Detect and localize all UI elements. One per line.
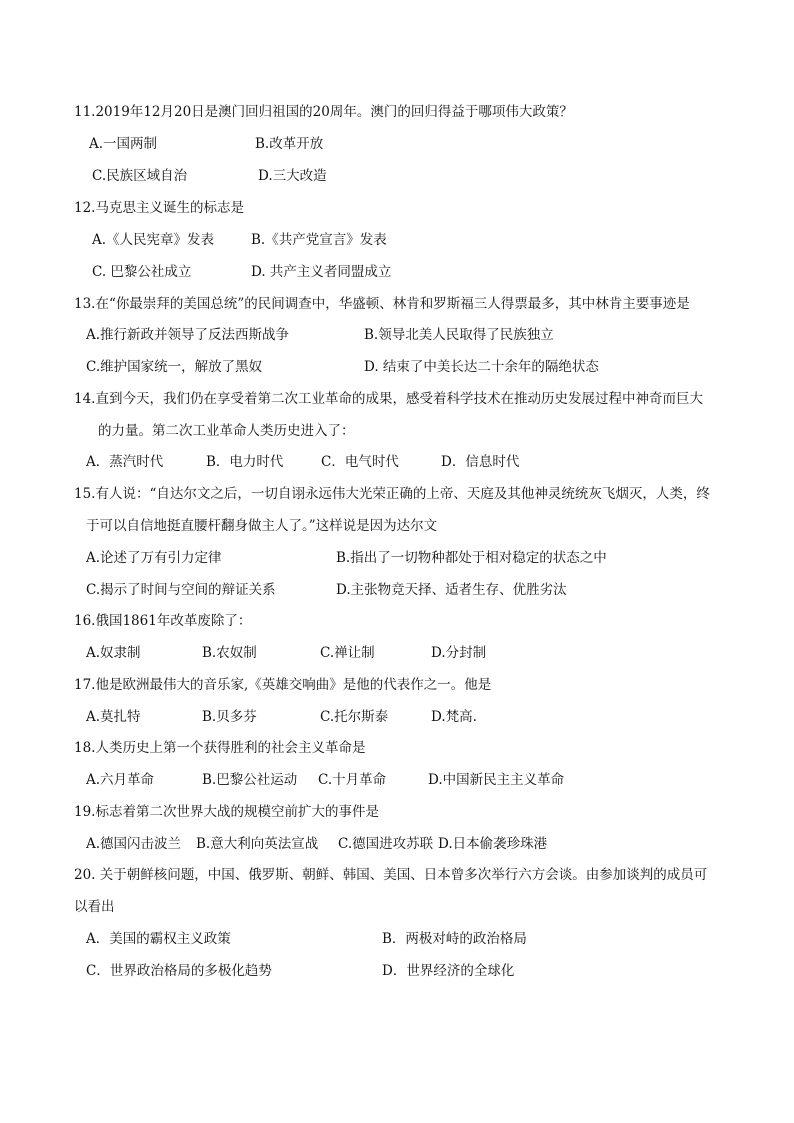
question-15-option-d: D.主张物竞天择、适者生存、优胜劣汰 <box>336 582 567 598</box>
question-11-stem: 11.2019年12月20日是澳门回归祖国的20周年。澳门的回归得益于哪项伟大政策？ <box>74 104 573 120</box>
question-18-stem: 18.人类历史上第一个获得胜利的社会主义革命是 <box>74 740 366 756</box>
question-18-option-a: A.六月革命 <box>86 772 155 788</box>
question-20-option-a: A．美国的霸权主义政策 <box>86 931 231 947</box>
question-20-stem-line-2: 以看出 <box>74 899 115 915</box>
question-15-option-c: C.揭示了时间与空间的辩证关系 <box>86 582 276 598</box>
question-11-option-c: C.民族区域自治 <box>92 168 188 184</box>
question-20-option-d: D．世界经济的全球化 <box>382 963 515 979</box>
question-16-option-b: B.农奴制 <box>202 645 257 661</box>
question-12-stem: 12.马克思主义诞生的标志是 <box>74 200 244 216</box>
question-13-option-b: B.领导北美人民取得了民族独立 <box>364 327 554 343</box>
question-15-option-b: B.指出了一切物种都处于相对稳定的状态之中 <box>336 550 607 566</box>
question-17-option-c: C.托尔斯泰 <box>320 709 389 725</box>
question-11-option-a: A.一国两制 <box>89 136 158 152</box>
question-12-option-c: C. 巴黎公社成立 <box>92 264 192 280</box>
question-12-option-b: B.《共产党宣言》发表 <box>251 232 387 248</box>
question-13-option-a: A.推行新政并领导了反法西斯战争 <box>86 327 290 343</box>
question-14-option-b: B．电力时代 <box>206 454 284 470</box>
question-17-option-b: B.贝多芬 <box>202 709 257 725</box>
question-19-option-b: B.意大利向英法宣战 <box>196 836 319 852</box>
question-14-stem-line-1: 14.直到今天，我们仍在享受着第二次工业革命的成果，感受着科学技术在推动历史发展过程中神奇而巨大 <box>74 391 703 407</box>
question-19-option-a: A.德国闪击波兰 <box>86 836 182 852</box>
question-14-stem-line-2: 的力量。第二次工业革命人类历史进入了： <box>98 423 355 439</box>
question-20-option-b: B．两极对峙的政治格局 <box>382 931 527 947</box>
question-11-option-b: B.改革开放 <box>255 136 324 152</box>
question-14-option-d: D．信息时代 <box>441 454 520 470</box>
question-13-stem: 13.在“你最崇拜的美国总统”的民间调查中，华盛顿、林肯和罗斯福三人得票最多，其中林肯主要事迹是 <box>74 296 690 312</box>
question-17-stem: 17.他是欧洲最伟大的音乐家,《英雄交响曲》是他的代表作之一。他是 <box>74 677 492 693</box>
question-11-option-d: D.三大改造 <box>258 168 327 184</box>
question-18-option-c: C.十月革命 <box>318 772 387 788</box>
question-19-option-d: D.日本偷袭珍珠港 <box>438 836 548 852</box>
question-15-option-a: A.论述了万有引力定律 <box>86 550 222 566</box>
question-17-option-a: A.莫扎特 <box>86 709 141 725</box>
question-16-option-a: A.奴隶制 <box>86 645 141 661</box>
question-19-stem: 19.标志着第二次世界大战的规模空前扩大的事件是 <box>74 804 379 820</box>
question-15-stem-line-1: 15.有人说：“自达尔文之后，一切自诩永远伟大光荣正确的上帝、天庭及其他神灵统统灰飞烟灭，人类，终 <box>74 486 710 502</box>
question-16-stem: 16.俄国1861年改革废除了： <box>74 613 252 629</box>
question-12-option-d: D. 共产主义者同盟成立 <box>251 264 392 280</box>
question-13-option-c: C.维护国家统一，解放了黑奴 <box>86 359 263 375</box>
question-17-option-d: D.梵高. <box>431 709 477 725</box>
question-14-option-c: C．电气时代 <box>321 454 399 470</box>
question-15-stem-line-2: 于可以自信地挺直腰杆翻身做主人了。”这样说是因为达尔文 <box>86 518 438 534</box>
question-19-option-c: C.德国进攻苏联 <box>338 836 434 852</box>
question-18-option-b: B.巴黎公社运动 <box>202 772 298 788</box>
question-14-option-a: A．蒸汽时代 <box>86 454 164 470</box>
question-16-option-d: D.分封制 <box>431 645 487 661</box>
question-18-option-d: D.中国新民主主义革命 <box>428 772 565 788</box>
question-16-option-c: C.禅让制 <box>320 645 375 661</box>
question-13-option-d: D. 结束了中美长达二十余年的隔绝状态 <box>364 359 599 375</box>
question-20-option-c: C．世界政治格局的多极化趋势 <box>86 963 272 979</box>
question-12-option-a: A.《人民宪章》发表 <box>92 232 215 248</box>
question-20-stem-line-1: 20. 关于朝鲜核问题，中国、俄罗斯、朝鲜、韩国、美国、日本曾多次举行六方会谈。由参加谈判的成员可 <box>74 867 708 883</box>
